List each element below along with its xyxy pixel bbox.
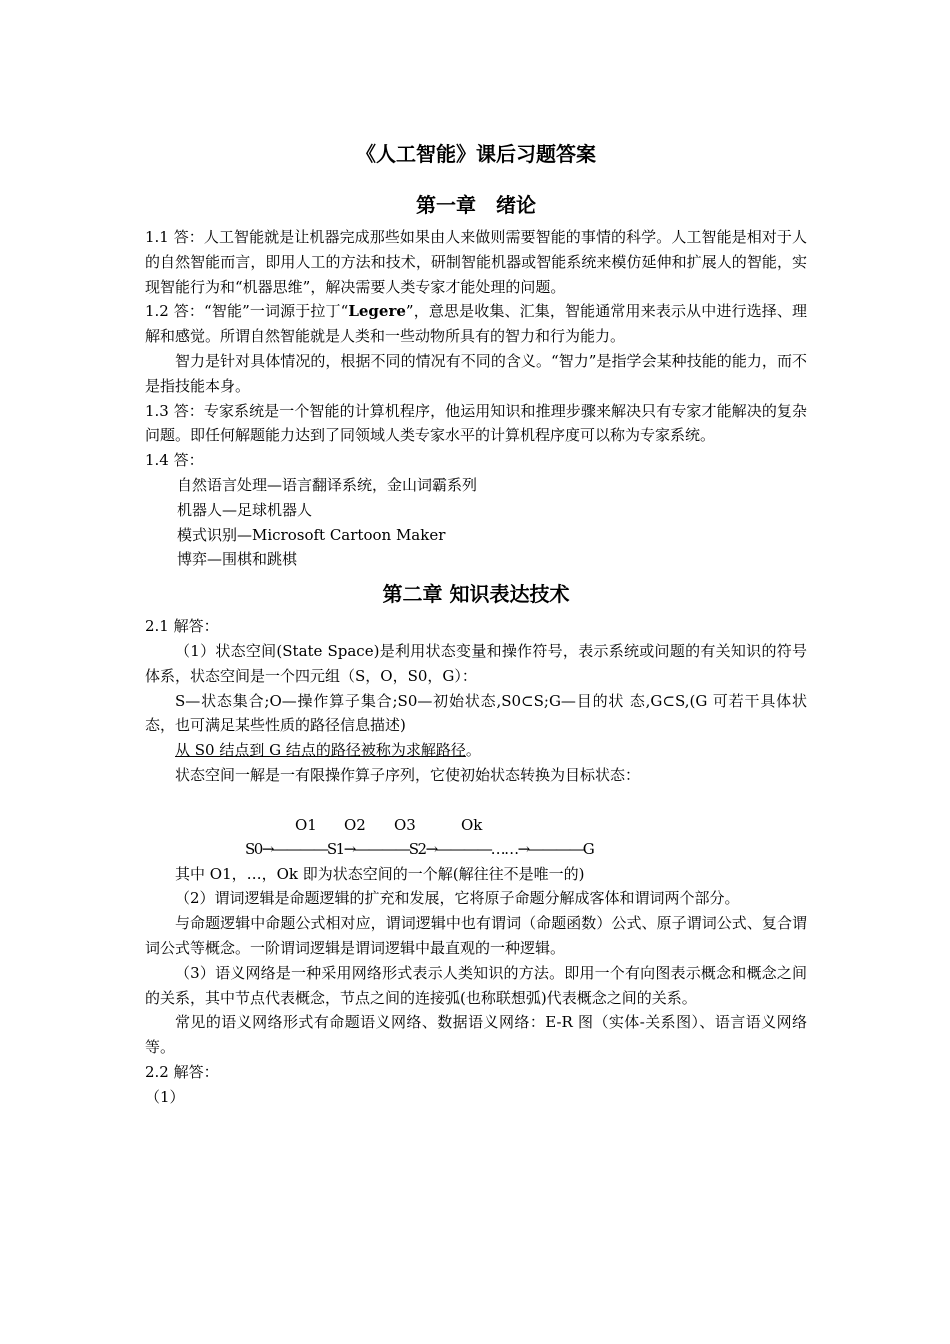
state-chain: S0→――――S1→――――S2→――――……→――――G	[245, 839, 594, 858]
state-space-solution: 状态空间一解是一有限操作算子序列，它使初始状态转换为目标状态：	[175, 765, 641, 784]
answer-1-4: 1.4 答：	[145, 451, 204, 470]
document-page	[145, 138, 807, 1110]
list-item: 机器人—足球机器人	[177, 500, 313, 519]
answer-2-2: 2.2 解答：	[145, 1062, 219, 1081]
operator-label: Ok	[461, 815, 483, 834]
list-item: 博弈—围棋和跳棋	[177, 550, 298, 569]
state-space-components: S—状态集合;O—操作算子集合;S0—初始状态,S0⊂S;G—目的状 态,G⊂S,(G 可若干具体状态，也可满足某些性质的路径信息描述)	[145, 691, 807, 735]
answer-2-1: 2.1 解答：	[145, 617, 219, 636]
solution-path-sentence	[145, 738, 807, 763]
state-space-definition: （1）状态空间(State Space)是利用状态变量和操作符号，表示系统或问题的有关知识的符号体系，状态空间是一个四元组（S，O，S0，G）：	[145, 641, 807, 685]
answer-1-2-pre: 1.2 答：“智能”一词源于拉丁“	[145, 302, 349, 321]
operator-label: O2	[344, 815, 366, 834]
answer-2-2-part-1: （1）	[145, 1087, 185, 1106]
operator-label: O1	[295, 815, 317, 834]
list-item: 模式识别—Microsoft Cartoon Maker	[177, 525, 446, 544]
predicate-logic-cont: 与命题逻辑中命题公式相对应，谓词逻辑中也有谓词（命题函数）公式、原子谓词公式、复合谓词公式等概念。一阶谓词逻辑是谓词逻辑中最直观的一种逻辑。	[145, 914, 807, 957]
blank-line	[145, 788, 807, 813]
chapter-2-heading: 第二章 知识表达技术	[382, 582, 570, 607]
predicate-logic: （2）谓词逻辑是命题逻辑的扩充和发展，它将原子命题分解成客体和谓词两个部分。	[175, 889, 740, 908]
document-title: 《人工智能》课后习题答案	[356, 142, 596, 166]
answer-1-2	[145, 299, 807, 349]
operator-sequence-diagram	[145, 813, 807, 862]
answer-1-3: 1.3 答：专家系统是一个智能的计算机程序，他运用知识和推理步骤来解决只有专家才能解决的复杂问题。即任何解题能力达到了同领域人类专家水平的计算机程序度可以称为专家系统。	[145, 401, 807, 445]
answer-1-1: 1.1 答：人工智能就是让机器完成那些如果由人来做则需要智能的事情的科学。人工智能是相对于人的自然智能而言，即用人工的方法和技术，研制智能机器或智能系统来模仿延伸和扩展人的智能，实现智能行为和“机器思维”，解决需要人类专家才能处理的问题。	[145, 228, 807, 296]
operator-label: O3	[394, 815, 416, 834]
semantic-network: （3）语义网络是一种采用网络形式表示人类知识的方法。即用一个有向图表示概念和概念之间的关系，其中节点代表概念，节点之间的连接弧(也称联想弧)代表概念之间的关系。	[145, 963, 807, 1007]
chapter-1-heading: 第一章 绪论	[416, 193, 536, 217]
semantic-network-forms: 常见的语义网络形式有命题语义网络、数据语义网络：E-R 图（实体-关系图）、语言语义网络等。	[145, 1013, 807, 1057]
answer-1-2-cont: 智力是针对具体情况的，根据不同的情况有不同的含义。“智力”是指学会某种技能的能力，而不是指技能本身。	[145, 351, 807, 395]
solution-path-period: 。	[465, 741, 481, 760]
list-item: 自然语言处理—语言翻译系统，金山词霸系列	[177, 475, 478, 494]
solution-note: 其中 O1，…，Ok 即为状态空间的一个解(解往往不是唯一的)	[175, 864, 585, 883]
solution-path-underlined: 从 S0 结点到 G 结点的路径被称为求解路径	[175, 741, 466, 760]
answer-1-2-bold: Legere	[348, 302, 406, 321]
answer-1-2-post: ”，意思是收集、汇集，智能通常用来表示从中进行选择、理解和感觉。所谓自然智能就是人类和一些动物所具有的智力和行为能力。	[145, 302, 807, 346]
